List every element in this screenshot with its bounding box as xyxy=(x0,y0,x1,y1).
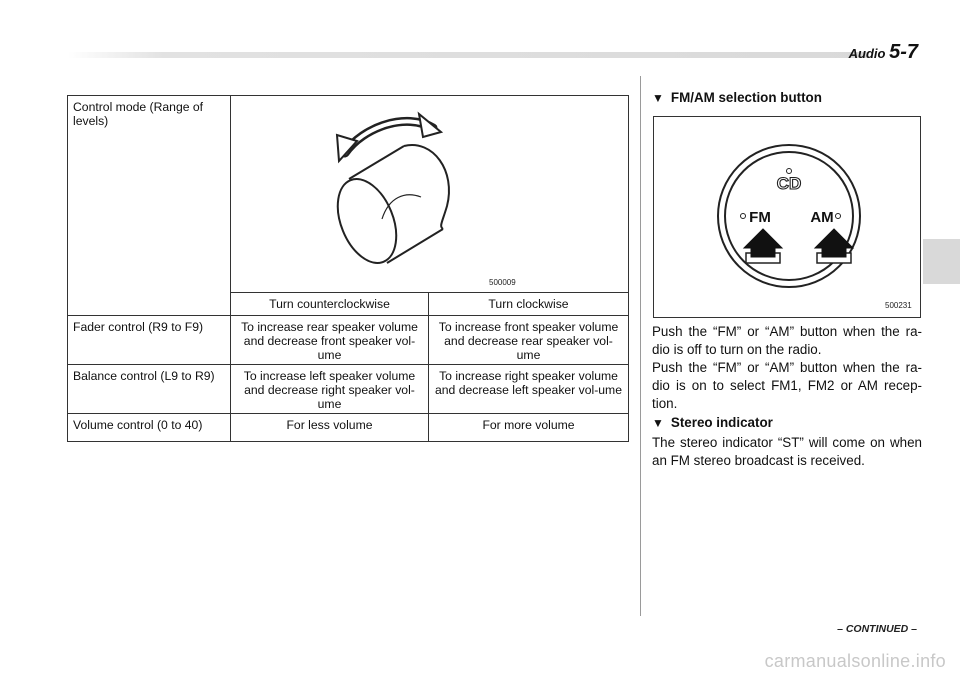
audio-control-table xyxy=(67,95,629,442)
stereo-heading xyxy=(652,414,922,432)
row-cw-effect: To increase right speaker volume and decrease left speaker vol-ume xyxy=(429,365,629,414)
knob-figure-number: 500009 xyxy=(489,278,516,287)
knob-figure-cell xyxy=(231,96,629,293)
page-header xyxy=(849,41,918,64)
control-mode-label: Control mode (Range of levels) xyxy=(73,100,204,128)
column-divider xyxy=(640,76,641,616)
fmam-heading-text: FM/AM selection button xyxy=(670,90,822,105)
continued-note: – CONTINUED – xyxy=(837,623,917,635)
page-number: 5-7 xyxy=(889,41,918,63)
am-label: AM xyxy=(810,209,834,226)
header-cw xyxy=(429,293,629,316)
chapter-tab xyxy=(923,239,960,284)
table-row xyxy=(68,365,629,414)
row-ccw-effect: For less volume xyxy=(231,414,429,442)
ccw-label: Turn counterclockwise xyxy=(269,297,390,311)
row-ccw-effect: To increase left speaker volume and decrease right speaker vol-ume xyxy=(231,365,429,414)
row-cw-effect: To increase front speaker volume and decrease rear speaker vol-ume xyxy=(429,316,629,365)
fmam-paragraph-2: Push the “FM” or “AM” button when the ra-dio is on to select FM1, FM2 or AM recep-tion. xyxy=(652,360,922,411)
stereo-paragraph: The stereo indicator “ST” will come on when an FM stereo broadcast is received. xyxy=(652,435,922,468)
table-row xyxy=(68,316,629,365)
knob-figure xyxy=(231,96,629,292)
radio-panel-illustration xyxy=(654,117,920,317)
header-ccw xyxy=(231,293,429,316)
table-row xyxy=(68,414,629,442)
fmam-figure-number: 500231 xyxy=(885,301,912,310)
row-ccw-effect: To increase rear speaker volume and decrease front speaker vol-ume xyxy=(231,316,429,365)
control-mode-header xyxy=(68,96,231,316)
fmam-figure xyxy=(653,116,921,318)
fmam-heading xyxy=(652,89,922,107)
row-label: Volume control (0 to 40) xyxy=(68,414,231,442)
heading-marker: ▼ xyxy=(652,416,664,430)
fmam-paragraph-1: Push the “FM” or “AM” button when the ra-dio is off to turn on the radio. xyxy=(652,324,922,357)
watermark: carmanualsonline.info xyxy=(764,651,946,671)
header-rule xyxy=(68,52,868,58)
row-label: Balance control (L9 to R9) xyxy=(68,365,231,414)
section-title: Audio xyxy=(848,46,886,61)
cw-label: Turn clockwise xyxy=(488,297,569,311)
row-cw-effect: For more volume xyxy=(429,414,629,442)
row-label: Fader control (R9 to F9) xyxy=(68,316,231,365)
heading-marker: ▼ xyxy=(652,91,664,105)
fm-label: FM xyxy=(749,209,771,226)
stereo-heading-text: Stereo indicator xyxy=(670,415,773,430)
cd-label: CD xyxy=(776,174,802,193)
